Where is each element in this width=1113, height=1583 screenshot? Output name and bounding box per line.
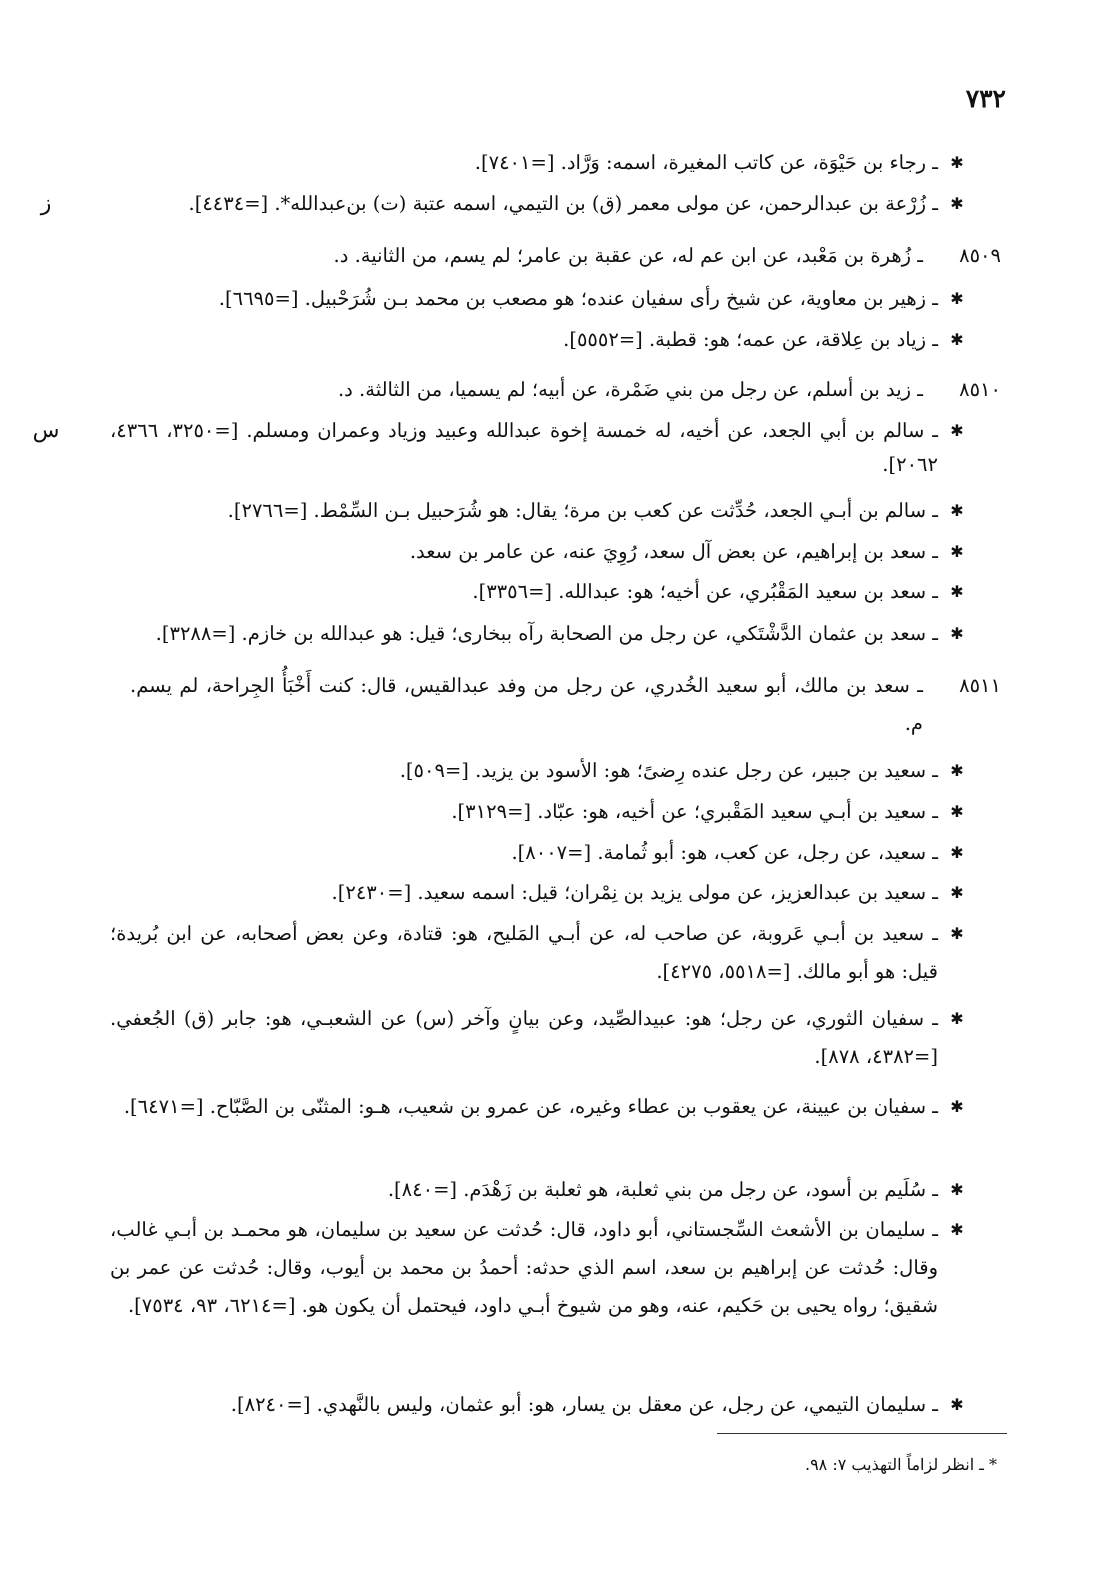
asterisk-marker: ✱ (950, 624, 964, 643)
entry-said-ibn-jubayr (0, 754, 1113, 788)
asterisk-marker: ✱ (950, 1180, 964, 1199)
entry-ziyad-ibn-ilaqa (0, 323, 1113, 357)
entry-salim-ibn-abi-aljaad-brother (0, 414, 1113, 482)
entry-text: ـ سعد بن عثمان الدَّشْتَكي، عن رجل من الصحابة رآه ببخارى؛ قيل: هو عبدالله بن خازم. [=٣٢٨٨]. (155, 622, 938, 645)
side-margin-letter: ز (40, 191, 52, 216)
asterisk-marker: ✱ (950, 421, 964, 440)
entry-text: ـ سعيد بن جبير، عن رجل عنده رِضىً؛ هو: الأسود بن يزيد. [=٥٠٩]. (399, 759, 938, 782)
entry-text: ـ رجاء بن حَيْوَة، عن كاتب المغيرة، اسمه: وَرَّاد. [=٧٤٠١]. (474, 151, 938, 174)
asterisk-marker: ✱ (950, 1097, 964, 1116)
entry-zura-ibn-abdulrahman (0, 187, 1113, 221)
entry-text: ـ سعيد، عن رجل، عن كعب، هو: أبو ثُمامة. [=٨٠٠٧]. (511, 841, 938, 864)
entry-text: ـ سعد بن إبراهيم، عن بعض آل سعد، رُوِيَ عنه، عن عامر بن سعد. (409, 540, 938, 563)
entry-saad-ibn-uthman (0, 617, 1113, 651)
entry-8509 (0, 239, 1113, 273)
asterisk-marker: ✱ (950, 802, 964, 821)
entry-text: ـ سفيان الثوري، عن رجل؛ هو: عبيدالصِّيد، وعن بيانٍ وآخر (س) عن الشعبـي، هو: جابر (ق) الجُعفي. [=٤٣٨٢، ٨٧٨]. (110, 1007, 938, 1068)
entry-text: ـ سعيد بن أبـي عَروبة، عن صاحب له، عن أبـي المَليح، هو: قتادة، وعن بعض أصحابه، عن ابن بُريدة؛ قيل: هو أبو مالك. [=٥٥١٨، ٤٢٧٥]. (110, 922, 938, 983)
entry-number: ٨٥١١ (959, 674, 1001, 697)
entry-said-kaab (0, 836, 1113, 870)
entry-text: ـ سالم بن أبـي الجعد، حُدِّثت عن كعب بن مرة؛ يقال: هو شُرَحبيل بـن السِّمْط. [=٢٧٦٦]. (227, 499, 938, 522)
asterisk-marker: ✱ (950, 761, 964, 780)
entry-saad-ibn-ibrahim (0, 535, 1113, 569)
entry-8510 (0, 373, 1113, 407)
entry-number: ٨٥٠٩ (959, 244, 1001, 267)
page-number: ٧٣٢ (965, 84, 1006, 113)
asterisk-marker: ✱ (950, 924, 964, 943)
asterisk-marker: ✱ (950, 843, 964, 862)
entry-saad-ibn-said-almaqburi (0, 575, 1113, 609)
entry-raja-ibn-haywa (0, 146, 1113, 180)
entry-sulaym-ibn-aswad (0, 1173, 1113, 1207)
asterisk-marker: ✱ (950, 501, 964, 520)
asterisk-marker: ✱ (950, 1395, 964, 1414)
entry-text: ـ زُهرة بن مَعْبد، عن ابن عم له، عن عقبة بن عامر؛ لم يسم، من الثانية. د. (333, 244, 923, 267)
asterisk-marker: ✱ (950, 542, 964, 561)
entry-said-ibn-abi-said (0, 795, 1113, 829)
asterisk-marker: ✱ (950, 289, 964, 308)
entry-text: ـ سعد بن مالك، أبو سعيد الخُدري، عن رجل من وفد عبدالقيس، قال: كنت أَخْبَأُ الجِراحة، لم يسم. م. (130, 674, 923, 735)
asterisk-marker: ✱ (950, 153, 964, 172)
entry-sulayman-altaymi (0, 1388, 1113, 1422)
asterisk-marker: ✱ (950, 883, 964, 902)
entry-said-ibn-abi-aruba (0, 915, 1113, 987)
entry-text: ـ زياد بن عِلاقة، عن عمه؛ هو: قطبة. [=٥٥٥٢]. (563, 328, 938, 351)
entry-sufyan-althawri (0, 1000, 1113, 1072)
entry-text: ـ سعيد بن عبدالعزيز، عن مولى يزيد بن نِمْران؛ قيل: اسمه سعيد. [=٢٤٣٠]. (331, 881, 938, 904)
entry-text: ـ سليمان التيمي، عن رجل، عن معقل بن يسار، هو: أبو عثمان، وليس بالنَّهدي. [=٨٢٤٠]. (230, 1393, 938, 1416)
asterisk-marker: ✱ (950, 330, 964, 349)
asterisk-marker: ✱ (950, 1009, 964, 1028)
asterisk-marker: ✱ (950, 194, 964, 213)
entry-text: ـ سليمان بن الأشعث السِّجستاني، أبو داود، قال: حُدثت عن سعيد بن سليمان، هو محمـد بن أبـي غالب، وقال: حُدثت عن إبراهيم بن سعد، اسم الذي حدثه: أحمدُ بن محمد بن أيوب، وقال: حُدثت عن عمر بن شقيق؛ رواه يحيى بن حَكيم، عنه، وهو من شيوخ أبـي داود، فيحتمل أن يكون هو. [=٦٢١٤، ٩٣، ٧٥٣٤]. (110, 1218, 938, 1317)
entry-8511 (0, 667, 1113, 739)
entry-text: ـ سُلَيم بن أسود، عن رجل من بني ثعلبة، هو ثعلبة بن زَهْدَم. [=٨٤٠]. (387, 1178, 938, 1201)
footnote-divider (717, 1433, 1007, 1434)
entry-text: ـ سالم بن أبي الجعد، عن أخيه، له خمسة إخوة عبدالله وعبيد وزياد وعمران ومسلم. [=٣٢٥٠، ٤٣٦٦، ٢٠٦٢]. (110, 419, 939, 476)
entry-sulayman-ibn-alashath (0, 1211, 1113, 1367)
entry-text: ـ زُرْعة بن عبدالرحمن، عن مولى معمر (ق) بن التيمي، اسمه عتبة (ت) بن‌عبدالله*. [=٤٤٣٤]. (188, 192, 938, 215)
entry-sufyan-ibn-uyayna (0, 1088, 1113, 1160)
asterisk-marker: ✱ (950, 1220, 964, 1239)
entry-said-ibn-abdulaziz (0, 876, 1113, 910)
entry-text: ـ سفيان بن عيينة، عن يعقوب بن عطاء وغيره، عن عمرو بن شعيب، هـو: المثنّى بن الصَّبّاح. [=٦٤٧١]. (123, 1095, 938, 1118)
side-margin-letter: س (32, 418, 60, 443)
entry-text: ـ سعيد بن أبـي سعيد المَقْبري؛ عن أخيه، هو: عبّاد. [=٣١٢٩]. (451, 800, 938, 823)
entry-text: ـ زيد بن أسلم، عن رجل من بني ضَمْرة، عن أبيه؛ لم يسميا، من الثالثة. د. (337, 378, 923, 401)
asterisk-marker: ✱ (950, 582, 964, 601)
entry-text: ـ زهير بن معاوية، عن شيخ رأى سفيان عنده؛ هو مصعب بن محمد بـن شُرَحْبيل. [=٦٦٩٥]. (218, 287, 938, 310)
entry-zuhayr-ibn-muawiya (0, 282, 1113, 316)
entry-text: ـ سعد بن سعيد المَقْبُري، عن أخيه؛ هو: عبدالله. [=٣٣٥٦]. (472, 580, 938, 603)
footnote: * ـ انظر لزاماً التهذيب ٧: ٩٨. (804, 1455, 997, 1474)
entry-salim-ibn-abi-aljaad-kaab (0, 494, 1113, 528)
entry-number: ٨٥١٠ (959, 378, 1001, 401)
